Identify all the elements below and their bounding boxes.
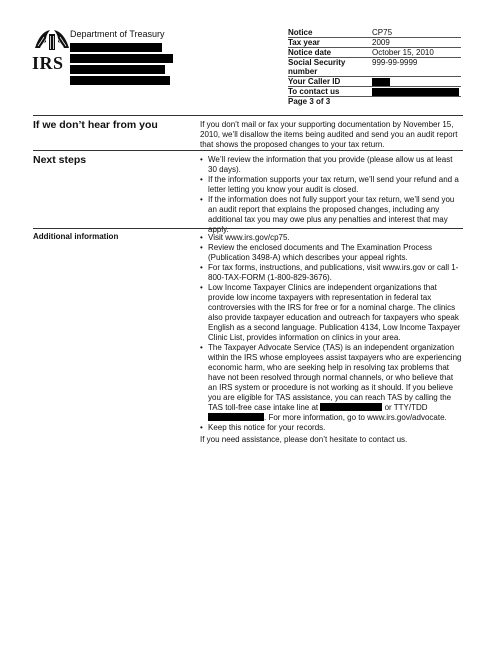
section-heading: Additional information bbox=[33, 232, 119, 241]
redacted-contact bbox=[372, 88, 459, 96]
redacted-phone bbox=[320, 403, 382, 411]
page-number: Page 3 of 3 bbox=[288, 96, 461, 107]
redacted-line bbox=[70, 76, 170, 85]
section-additional-info bbox=[33, 228, 463, 445]
section-body bbox=[200, 151, 463, 235]
list-item: • For tax forms, instructions, and publications, visit www.irs.gov or call 1-800-TAX-FORM (1-800-829-3676). bbox=[200, 263, 463, 283]
list-item: • Low Income Taxpayer Clinics are independent organizations that provide low income taxpayers with representation in federal tax controversies with the IRS for free or for a nominal charge. The clinics also provide taxpayer education and outreach for taxpayers who speak English as a second language. Publication 4134, Low Income Taxpayer Clinic List, provides information on clinics in your area. bbox=[200, 283, 463, 343]
eagle-emblem-icon bbox=[32, 28, 72, 52]
list-item: • Keep this notice for your records. bbox=[200, 423, 463, 433]
section-body bbox=[200, 229, 463, 445]
tas-text: . For more information, go to www.irs.gov/advocate. bbox=[264, 413, 447, 422]
notice-label: Notice bbox=[288, 28, 313, 37]
list-item: • Visit www.irs.gov/cp75. bbox=[200, 233, 463, 243]
redacted-line bbox=[70, 54, 173, 63]
notice-value: CP75 bbox=[372, 28, 393, 37]
bullet-list bbox=[200, 233, 463, 433]
ssn-row bbox=[288, 57, 461, 76]
list-item: • If the information supports your tax return, we’ll send your refund and a letter letting you know your audit is closed. bbox=[200, 175, 463, 195]
tax-year-value: 2009 bbox=[372, 38, 390, 48]
notice-date-label: Notice date bbox=[288, 48, 332, 58]
tax-year-label: Tax year bbox=[288, 38, 320, 48]
contact-label: To contact us bbox=[288, 87, 340, 97]
list-item: • If the information does not fully support your tax return, we’ll send you an audit report that explains the proposed changes, including any additional tax you may owe plus any penalties and interest that may apply. bbox=[200, 195, 463, 235]
redacted-caller-id bbox=[372, 78, 390, 86]
notice-date-value: October 15, 2010 bbox=[372, 48, 434, 58]
contact-value bbox=[372, 87, 461, 96]
section-no-response bbox=[33, 115, 463, 150]
list-item: • We’ll review the information that you provide (please allow us at least 30 days). bbox=[200, 155, 463, 175]
caller-id-value bbox=[372, 77, 461, 86]
ssn-value: 999-99-9999 bbox=[372, 58, 418, 68]
section-text: If you don’t mail or fax your supporting documentation by November 15, 2010, we’ll disallow the items being audited and send you an audit report that shows the proposed changes to your tax return. bbox=[200, 120, 458, 149]
tax-year-row bbox=[288, 37, 461, 47]
section-heading: Next steps bbox=[33, 154, 87, 166]
section-body bbox=[200, 116, 463, 150]
department-name: Department of Treasury bbox=[70, 29, 165, 39]
section-heading: If we don’t hear from you bbox=[33, 119, 158, 131]
redacted-tty bbox=[208, 413, 264, 421]
notice-info-table bbox=[288, 28, 461, 107]
tas-text: The Taxpayer Advocate Service (TAS) is an independent organization within the IRS whose employees assist taxpayers who are experiencing economic harm, who are seeking help in resolving tax problems that have not been resolved through normal channels, or who believe that an IRS system or procedure is not working as it should. If you believe you are eligible for TAS assistance, you can reach TAS by calling the TAS toll-free case intake line at bbox=[208, 343, 462, 412]
redacted-line bbox=[70, 43, 162, 52]
list-item: • Review the enclosed documents and The Examination Process (Publication 3498-A) which describes your appeal rights. bbox=[200, 243, 463, 263]
irs-logo bbox=[32, 28, 72, 74]
section-next-steps bbox=[33, 150, 463, 235]
irs-wordmark: IRS bbox=[32, 53, 64, 73]
caller-id-label: Your Caller ID bbox=[288, 77, 341, 87]
notice-date-row bbox=[288, 47, 461, 57]
ssn-label: Social Security number bbox=[288, 58, 346, 77]
notice-row bbox=[288, 28, 461, 37]
caller-id-row bbox=[288, 76, 461, 86]
bullet-list bbox=[200, 155, 463, 235]
contact-row bbox=[288, 86, 461, 96]
closing-text: If you need assistance, please don’t hesitate to contact us. bbox=[200, 435, 408, 444]
tas-text: or TTY/TDD bbox=[384, 403, 428, 412]
redacted-line bbox=[70, 65, 165, 74]
list-item-tas bbox=[200, 343, 463, 423]
